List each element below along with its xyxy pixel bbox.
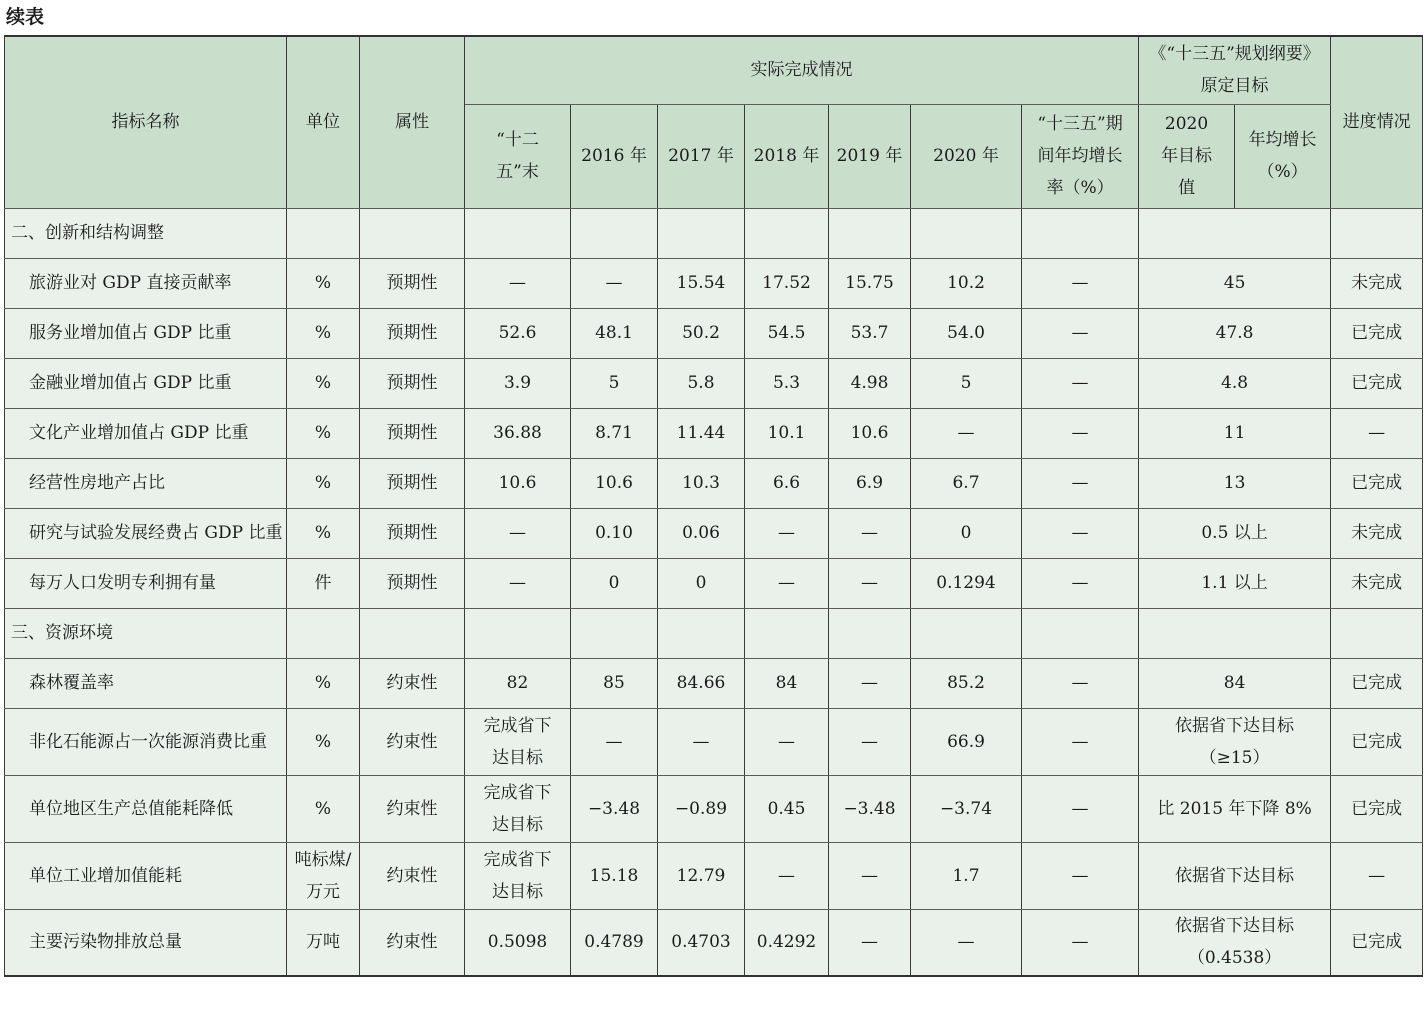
value-cell: 0.4703 (658, 909, 745, 976)
value-cell: 6.6 (745, 458, 829, 508)
value-cell: — (1022, 408, 1139, 458)
value-cell: 36.88 (465, 408, 571, 458)
unit-cell: % (287, 508, 360, 558)
value-cell: 85 (571, 658, 658, 708)
value-cell: — (829, 909, 911, 976)
table-row (5, 708, 1423, 775)
progress-cell: — (1331, 408, 1423, 458)
value-cell: 54.0 (911, 308, 1022, 358)
unit-cell: 吨标煤/万元 (287, 842, 360, 909)
value-cell: — (571, 708, 658, 775)
value-cell: 10.6 (571, 458, 658, 508)
table-row (5, 258, 1423, 308)
header-2016: 2016 年 (571, 104, 658, 208)
attr-cell: 约束性 (360, 658, 465, 708)
value-cell: 6.7 (911, 458, 1022, 508)
value-cell: 10.3 (658, 458, 745, 508)
attr-cell: 预期性 (360, 308, 465, 358)
header-target-growth: 年均增长（%） (1235, 104, 1331, 208)
progress-cell: 未完成 (1331, 508, 1423, 558)
target-cell: 比 2015 年下降 8% (1139, 775, 1331, 842)
value-cell: 85.2 (911, 658, 1022, 708)
value-cell: — (1022, 308, 1139, 358)
progress-cell: 未完成 (1331, 258, 1423, 308)
header-2017: 2017 年 (658, 104, 745, 208)
value-cell: 5.3 (745, 358, 829, 408)
value-cell: — (829, 558, 911, 608)
target-cell: 13 (1139, 458, 1331, 508)
value-cell: 完成省下达目标 (465, 842, 571, 909)
unit-cell: % (287, 358, 360, 408)
value-cell: — (745, 508, 829, 558)
target-cell: 47.8 (1139, 308, 1331, 358)
value-cell: −0.89 (658, 775, 745, 842)
indicator-name: 文化产业增加值占 GDP 比重 (5, 408, 287, 458)
value-cell: 0.5098 (465, 909, 571, 976)
value-cell: 5 (911, 358, 1022, 408)
value-cell: 84.66 (658, 658, 745, 708)
value-cell: 48.1 (571, 308, 658, 358)
indicator-name: 非化石能源占一次能源消费比重 (5, 708, 287, 775)
attr-cell: 预期性 (360, 358, 465, 408)
section-row (5, 208, 1423, 258)
value-cell: 52.6 (465, 308, 571, 358)
value-cell: — (745, 558, 829, 608)
section-title: 二、创新和结构调整 (5, 208, 287, 258)
value-cell: 10.1 (745, 408, 829, 458)
table-row (5, 842, 1423, 909)
value-cell: 6.9 (829, 458, 911, 508)
value-cell: −3.74 (911, 775, 1022, 842)
target-cell: 依据省下达目标（0.4538） (1139, 909, 1331, 976)
value-cell: — (465, 508, 571, 558)
value-cell: 0.4789 (571, 909, 658, 976)
table-row (5, 358, 1423, 408)
attr-cell: 预期性 (360, 508, 465, 558)
value-cell: 15.18 (571, 842, 658, 909)
value-cell: — (829, 708, 911, 775)
value-cell: 0 (571, 558, 658, 608)
progress-cell: 未完成 (1331, 558, 1423, 608)
value-cell: −3.48 (571, 775, 658, 842)
value-cell: 0.06 (658, 508, 745, 558)
value-cell: 8.71 (571, 408, 658, 458)
progress-cell: 已完成 (1331, 909, 1423, 976)
value-cell: — (1022, 508, 1139, 558)
indicator-name: 森林覆盖率 (5, 658, 287, 708)
value-cell: — (571, 258, 658, 308)
value-cell: — (911, 909, 1022, 976)
value-cell: 11.44 (658, 408, 745, 458)
value-cell: — (1022, 775, 1139, 842)
header-name: 指标名称 (5, 36, 287, 208)
indicator-name: 单位工业增加值能耗 (5, 842, 287, 909)
progress-cell: — (1331, 842, 1423, 909)
value-cell: — (465, 558, 571, 608)
value-cell: 5 (571, 358, 658, 408)
header-actual-group: 实际完成情况 (465, 36, 1139, 104)
attr-cell: 预期性 (360, 458, 465, 508)
value-cell: 0 (911, 508, 1022, 558)
value-cell: — (829, 508, 911, 558)
progress-cell: 已完成 (1331, 358, 1423, 408)
table-body (5, 208, 1423, 976)
indicator-name: 每万人口发明专利拥有量 (5, 558, 287, 608)
value-cell: — (1022, 909, 1139, 976)
value-cell: 66.9 (911, 708, 1022, 775)
value-cell: — (658, 708, 745, 775)
value-cell: — (1022, 558, 1139, 608)
value-cell: — (911, 408, 1022, 458)
value-cell: 53.7 (829, 308, 911, 358)
value-cell: 完成省下达目标 (465, 775, 571, 842)
value-cell: −3.48 (829, 775, 911, 842)
value-cell: — (1022, 358, 1139, 408)
progress-cell: 已完成 (1331, 458, 1423, 508)
value-cell: 5.8 (658, 358, 745, 408)
table-caption: 续表 (6, 6, 45, 28)
value-cell: 54.5 (745, 308, 829, 358)
header-target-2020: 2020 年目标值 (1139, 104, 1235, 208)
value-cell: — (829, 842, 911, 909)
value-cell: 完成省下达目标 (465, 708, 571, 775)
indicator-name: 单位地区生产总值能耗降低 (5, 775, 287, 842)
table-row (5, 658, 1423, 708)
value-cell: — (1022, 708, 1139, 775)
target-cell: 依据省下达目标（≥15） (1139, 708, 1331, 775)
value-cell: 15.54 (658, 258, 745, 308)
section-title: 三、资源环境 (5, 608, 287, 658)
value-cell: 10.6 (829, 408, 911, 458)
progress-cell: 已完成 (1331, 775, 1423, 842)
attr-cell: 预期性 (360, 558, 465, 608)
header-unit: 单位 (287, 36, 360, 208)
unit-cell: % (287, 258, 360, 308)
indicator-table (4, 35, 1423, 977)
value-cell: — (1022, 258, 1139, 308)
value-cell: 0.4292 (745, 909, 829, 976)
value-cell: 50.2 (658, 308, 745, 358)
value-cell: 0.1294 (911, 558, 1022, 608)
value-cell: — (1022, 458, 1139, 508)
value-cell: 17.52 (745, 258, 829, 308)
value-cell: 4.98 (829, 358, 911, 408)
table-row (5, 909, 1423, 976)
unit-cell: % (287, 408, 360, 458)
section-row (5, 608, 1423, 658)
target-cell: 依据省下达目标 (1139, 842, 1331, 909)
unit-cell: % (287, 308, 360, 358)
target-cell: 11 (1139, 408, 1331, 458)
value-cell: — (829, 658, 911, 708)
value-cell: 12.79 (658, 842, 745, 909)
indicator-name: 金融业增加值占 GDP 比重 (5, 358, 287, 408)
target-cell: 1.1 以上 (1139, 558, 1331, 608)
value-cell: 10.6 (465, 458, 571, 508)
value-cell: — (745, 842, 829, 909)
target-cell: 4.8 (1139, 358, 1331, 408)
value-cell: 0.10 (571, 508, 658, 558)
header-12-5-end: “十二五”末 (465, 104, 571, 208)
unit-cell: % (287, 658, 360, 708)
header-2020: 2020 年 (911, 104, 1022, 208)
table-row (5, 458, 1423, 508)
table-row (5, 308, 1423, 358)
unit-cell: 件 (287, 558, 360, 608)
value-cell: 1.7 (911, 842, 1022, 909)
value-cell: 10.2 (911, 258, 1022, 308)
header-2019: 2019 年 (829, 104, 911, 208)
table-row (5, 508, 1423, 558)
header-target-group: 《“十三五”规划纲要》原定目标 (1139, 36, 1331, 104)
attr-cell: 预期性 (360, 408, 465, 458)
target-cell: 45 (1139, 258, 1331, 308)
target-cell: 84 (1139, 658, 1331, 708)
attr-cell: 约束性 (360, 842, 465, 909)
value-cell: 0 (658, 558, 745, 608)
value-cell: 3.9 (465, 358, 571, 408)
value-cell: 15.75 (829, 258, 911, 308)
table-row (5, 408, 1423, 458)
header-progress: 进度情况 (1331, 36, 1423, 208)
indicator-name: 服务业增加值占 GDP 比重 (5, 308, 287, 358)
progress-cell: 已完成 (1331, 308, 1423, 358)
progress-cell: 已完成 (1331, 658, 1423, 708)
unit-cell: % (287, 708, 360, 775)
indicator-name: 研究与试验发展经费占 GDP 比重 (5, 508, 287, 558)
value-cell: 82 (465, 658, 571, 708)
indicator-name: 旅游业对 GDP 直接贡献率 (5, 258, 287, 308)
value-cell: 84 (745, 658, 829, 708)
value-cell: — (745, 708, 829, 775)
header-attr: 属性 (360, 36, 465, 208)
table-row (5, 775, 1423, 842)
attr-cell: 约束性 (360, 775, 465, 842)
unit-cell: % (287, 458, 360, 508)
unit-cell: % (287, 775, 360, 842)
value-cell: — (1022, 658, 1139, 708)
indicator-name: 经营性房地产占比 (5, 458, 287, 508)
table-row (5, 558, 1423, 608)
value-cell: — (1022, 842, 1139, 909)
progress-cell: 已完成 (1331, 708, 1423, 775)
header-2018: 2018 年 (745, 104, 829, 208)
value-cell: 0.45 (745, 775, 829, 842)
value-cell: — (465, 258, 571, 308)
attr-cell: 约束性 (360, 708, 465, 775)
unit-cell: 万吨 (287, 909, 360, 976)
attr-cell: 预期性 (360, 258, 465, 308)
target-cell: 0.5 以上 (1139, 508, 1331, 558)
table-header (5, 36, 1423, 208)
attr-cell: 约束性 (360, 909, 465, 976)
header-growth-rate: “十三五”期间年均增长率（%） (1022, 104, 1139, 208)
indicator-name: 主要污染物排放总量 (5, 909, 287, 976)
